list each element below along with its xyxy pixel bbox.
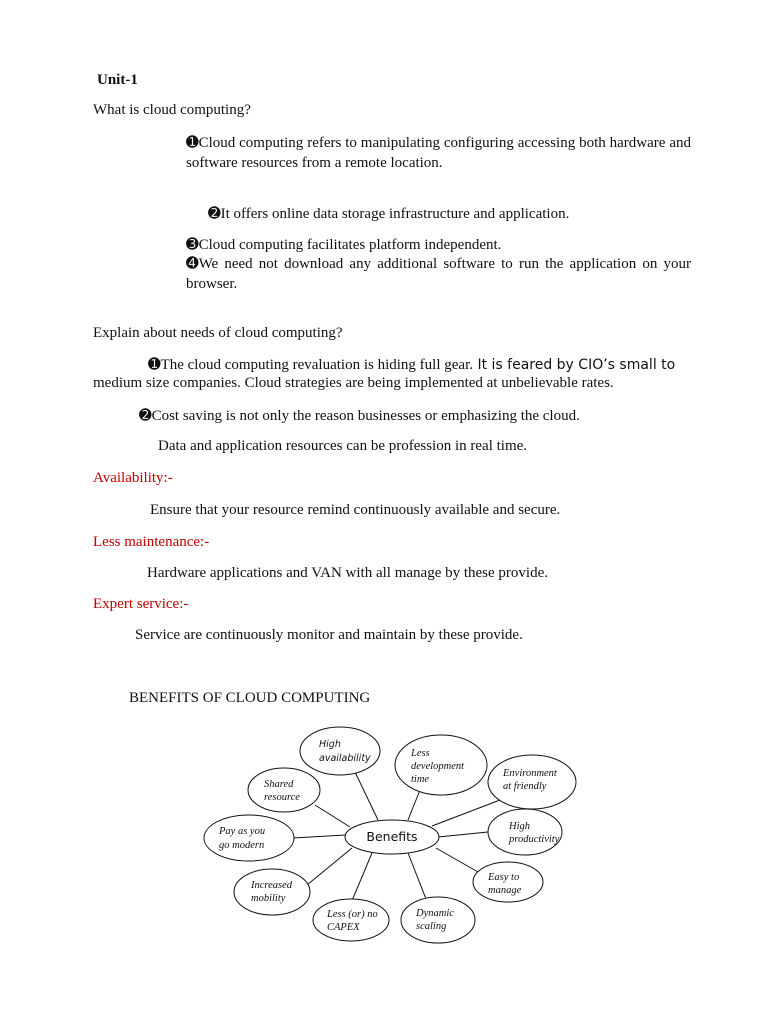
node-less-dev-time-line-3: time	[411, 774, 430, 785]
node-increased-mobility-line-2: mobility	[251, 893, 286, 904]
node-dynamic-scaling	[401, 897, 475, 943]
q1-point-2: ➋It offers online data storage infrastructure and application.	[208, 206, 570, 222]
maintenance-heading: Less maintenance:-	[93, 534, 210, 550]
q1-point-4: ➍We need not download any additional software to run the application on your browser.	[186, 256, 691, 292]
connector-high-productivity	[438, 832, 488, 837]
node-less-dev-time-line-1: Less	[411, 748, 430, 759]
connector-high-availability	[355, 772, 378, 820]
node-dynamic-scaling-line-2: scaling	[416, 921, 447, 932]
node-capex	[313, 899, 389, 941]
node-increased-mobility	[234, 869, 310, 915]
connector-less-dev-time	[408, 790, 420, 820]
q2-point-1-line-2: medium size companies. Cloud strategies are being implemented at unbelievable rates.	[93, 375, 614, 391]
maintenance-text: Hardware applications and VAN with all manage by these provide.	[147, 565, 549, 581]
q1-point-1: ➊Cloud computing refers to manipulating configuring accessing both hardware and software resources from a remote location.	[186, 135, 691, 171]
node-capex-line-2: CAPEX	[327, 922, 360, 933]
node-less-dev-time-line-2: development	[411, 761, 465, 772]
benefits-title: BENEFITS OF CLOUD COMPUTING	[129, 690, 371, 706]
connector-dynamic-scaling	[408, 853, 428, 904]
q2-point-1-part-2: It is feared by CIO’s small to	[473, 357, 676, 373]
connector-easy-to-manage	[436, 848, 478, 872]
node-high-availability-line-1: High	[319, 739, 341, 750]
node-high-availability-line-2: availability	[319, 753, 371, 764]
node-high-productivity-line-1: High	[509, 821, 530, 832]
node-shared-resource-line-2: resource	[264, 792, 300, 803]
connector-shared-resource	[315, 805, 350, 827]
node-environment-line-2: at friendly	[503, 781, 547, 792]
connector-capex	[351, 853, 372, 903]
expert-text: Service are continuously monitor and maintain by these provide.	[135, 627, 523, 643]
center-label: Benefits	[366, 829, 418, 844]
node-pay-as-you-go	[204, 815, 294, 861]
question-1: What is cloud computing?	[93, 102, 251, 118]
node-easy-to-manage-line-2: manage	[488, 885, 522, 896]
q2-point-2: ➋Cost saving is not only the reason businesses or emphasizing the cloud.	[139, 408, 580, 424]
q2-point-3: Data and application resources can be profession in real time.	[158, 438, 528, 454]
node-easy-to-manage-line-1: Easy to	[488, 872, 520, 883]
availability-heading: Availability:-	[93, 470, 173, 486]
node-pay-as-you-go-line-1: Pay as you	[219, 826, 266, 837]
node-high-availability	[300, 727, 380, 775]
connector-environment	[432, 800, 500, 826]
node-pay-as-you-go-line-2: go modern	[219, 840, 265, 851]
connector-pay-as-you-go	[293, 835, 345, 838]
node-dynamic-scaling-line-1: Dynamic	[416, 908, 454, 919]
q1-point-3: ➌Cloud computing facilitates platform independent.	[186, 237, 502, 253]
node-shared-resource	[248, 768, 320, 812]
connector-increased-mobility	[307, 848, 352, 885]
node-high-productivity-line-2: productivity	[509, 834, 560, 845]
node-capex-line-1: Less (or) no	[327, 909, 378, 920]
availability-text: Ensure that your resource remind continuously available and secure.	[150, 502, 561, 518]
q2-point-1-part-1: ➊The cloud computing revaluation is hiding full gear.	[148, 357, 473, 373]
node-increased-mobility-line-1: Increased	[251, 880, 293, 891]
unit-title: Unit-1	[97, 72, 138, 88]
node-environment-line-1: Environment	[503, 768, 557, 779]
node-high-productivity	[488, 809, 562, 855]
node-shared-resource-line-1: Shared	[264, 779, 294, 790]
expert-heading: Expert service:-	[93, 596, 189, 612]
question-2: Explain about needs of cloud computing?	[93, 325, 343, 341]
